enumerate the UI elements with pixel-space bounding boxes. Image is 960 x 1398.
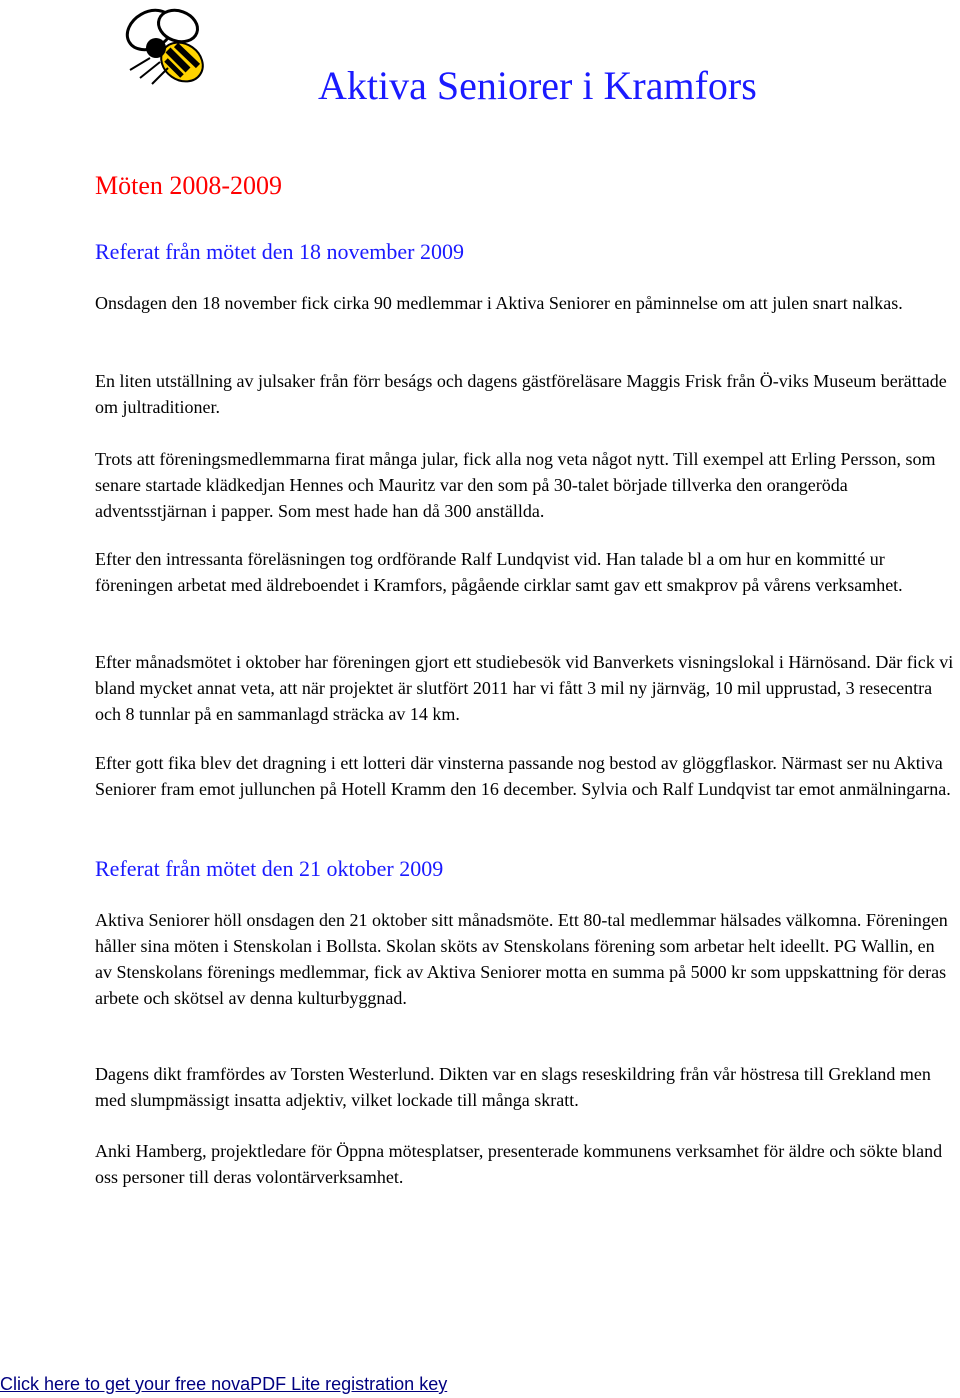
article-1-paragraph-5: Efter månadsmötet i oktober har föreningen gjort ett studiebesök vid Banverkets visningslokal i Härnösand. Där fick vi bland mycket annat veta, att när projektet är slutfört 2011 har vi fått 3 mil ny järnväg, 10 mil upprustad, 3 resecentra och 8 tunnlar på en sammanlagd sträcka av 14 km. bbox=[95, 652, 954, 724]
article-1-paragraph-2: En liten utställning av julsaker från förr beságs och dagens gästföreläsare Maggis Frisk från Ö-viks Museum berättade om jultraditioner. bbox=[95, 371, 947, 417]
bee-logo bbox=[110, 0, 220, 100]
article-heading-1: Referat från mötet den 18 november 2009 bbox=[95, 239, 464, 264]
article-2-paragraph-2: Dagens dikt framfördes av Torsten Westerlund. Dikten var en slags reseskildring från vår höstresa till Grekland men med slumpmässigt insatta adjektiv, vilket lockade till många skratt. bbox=[95, 1064, 931, 1110]
section-title: Möten 2008-2009 bbox=[95, 171, 283, 200]
article-heading-2: Referat från mötet den 21 oktober 2009 bbox=[95, 856, 444, 881]
article-1-paragraph-4: Efter den intressanta föreläsningen tog ordförande Ralf Lundqvist vid. Han talade bl a om hur en kommitté ur föreningen arbetat med äldreboendet i Kramfors, pågående cirklar samt gav ett smakprov på vårens verksamhet. bbox=[95, 549, 903, 595]
article-1-paragraph-3: Trots att föreningsmedlemmarna firat många jular, fick alla nog veta något nytt. Till exempel att Erling Persson, som senare startade klädkedjan Hennes och Mauritz var den som på 30-talet började tillverka den orangeröda adventsstjärnan i papper. Som mest hade han då 300 anställda. bbox=[95, 449, 936, 521]
article-1-paragraph-6: Efter gott fika blev det dragning i ett lotteri där vinsterna passande nog bestod av glöggflaskor. Närmast ser nu Aktiva Seniorer fram emot jullunchen på Hotell Kramm den 16 december. Sylvia och Ralf Lundqvist tar emot anmälningarna. bbox=[95, 753, 951, 799]
bee-icon bbox=[110, 0, 220, 100]
article-2-paragraph-1: Aktiva Seniorer höll onsdagen den 21 oktober sitt månadsmöte. Ett 80-tal medlemmar hälsades välkomna. Föreningen håller sina möten i Stenskolan i Bollsta. Skolan sköts av Stenskolans förening som arbetar helt ideellt. PG Wallin, en av Stenskolans förenings medlemmar, fick av Aktiva Seniorer motta en summa på 5000 kr som uppskattning för deras arbete och skötsel av denna kulturbyggnad. bbox=[95, 910, 948, 1008]
novapdf-registration-link[interactable]: Click here to get your free novaPDF Lite registration key bbox=[0, 1374, 448, 1394]
article-1-paragraph-1: Onsdagen den 18 november fick cirka 90 medlemmar i Aktiva Seniorer en påminnelse om att julen snart nalkas. bbox=[95, 293, 903, 313]
site-title: Aktiva Seniorer i Kramfors bbox=[318, 63, 757, 108]
article-2-paragraph-3: Anki Hamberg, projektledare för Öppna mötesplatser, presenterade kommunens verksamhet för äldre och sökte bland oss personer till deras volontärverksamhet. bbox=[95, 1141, 943, 1187]
